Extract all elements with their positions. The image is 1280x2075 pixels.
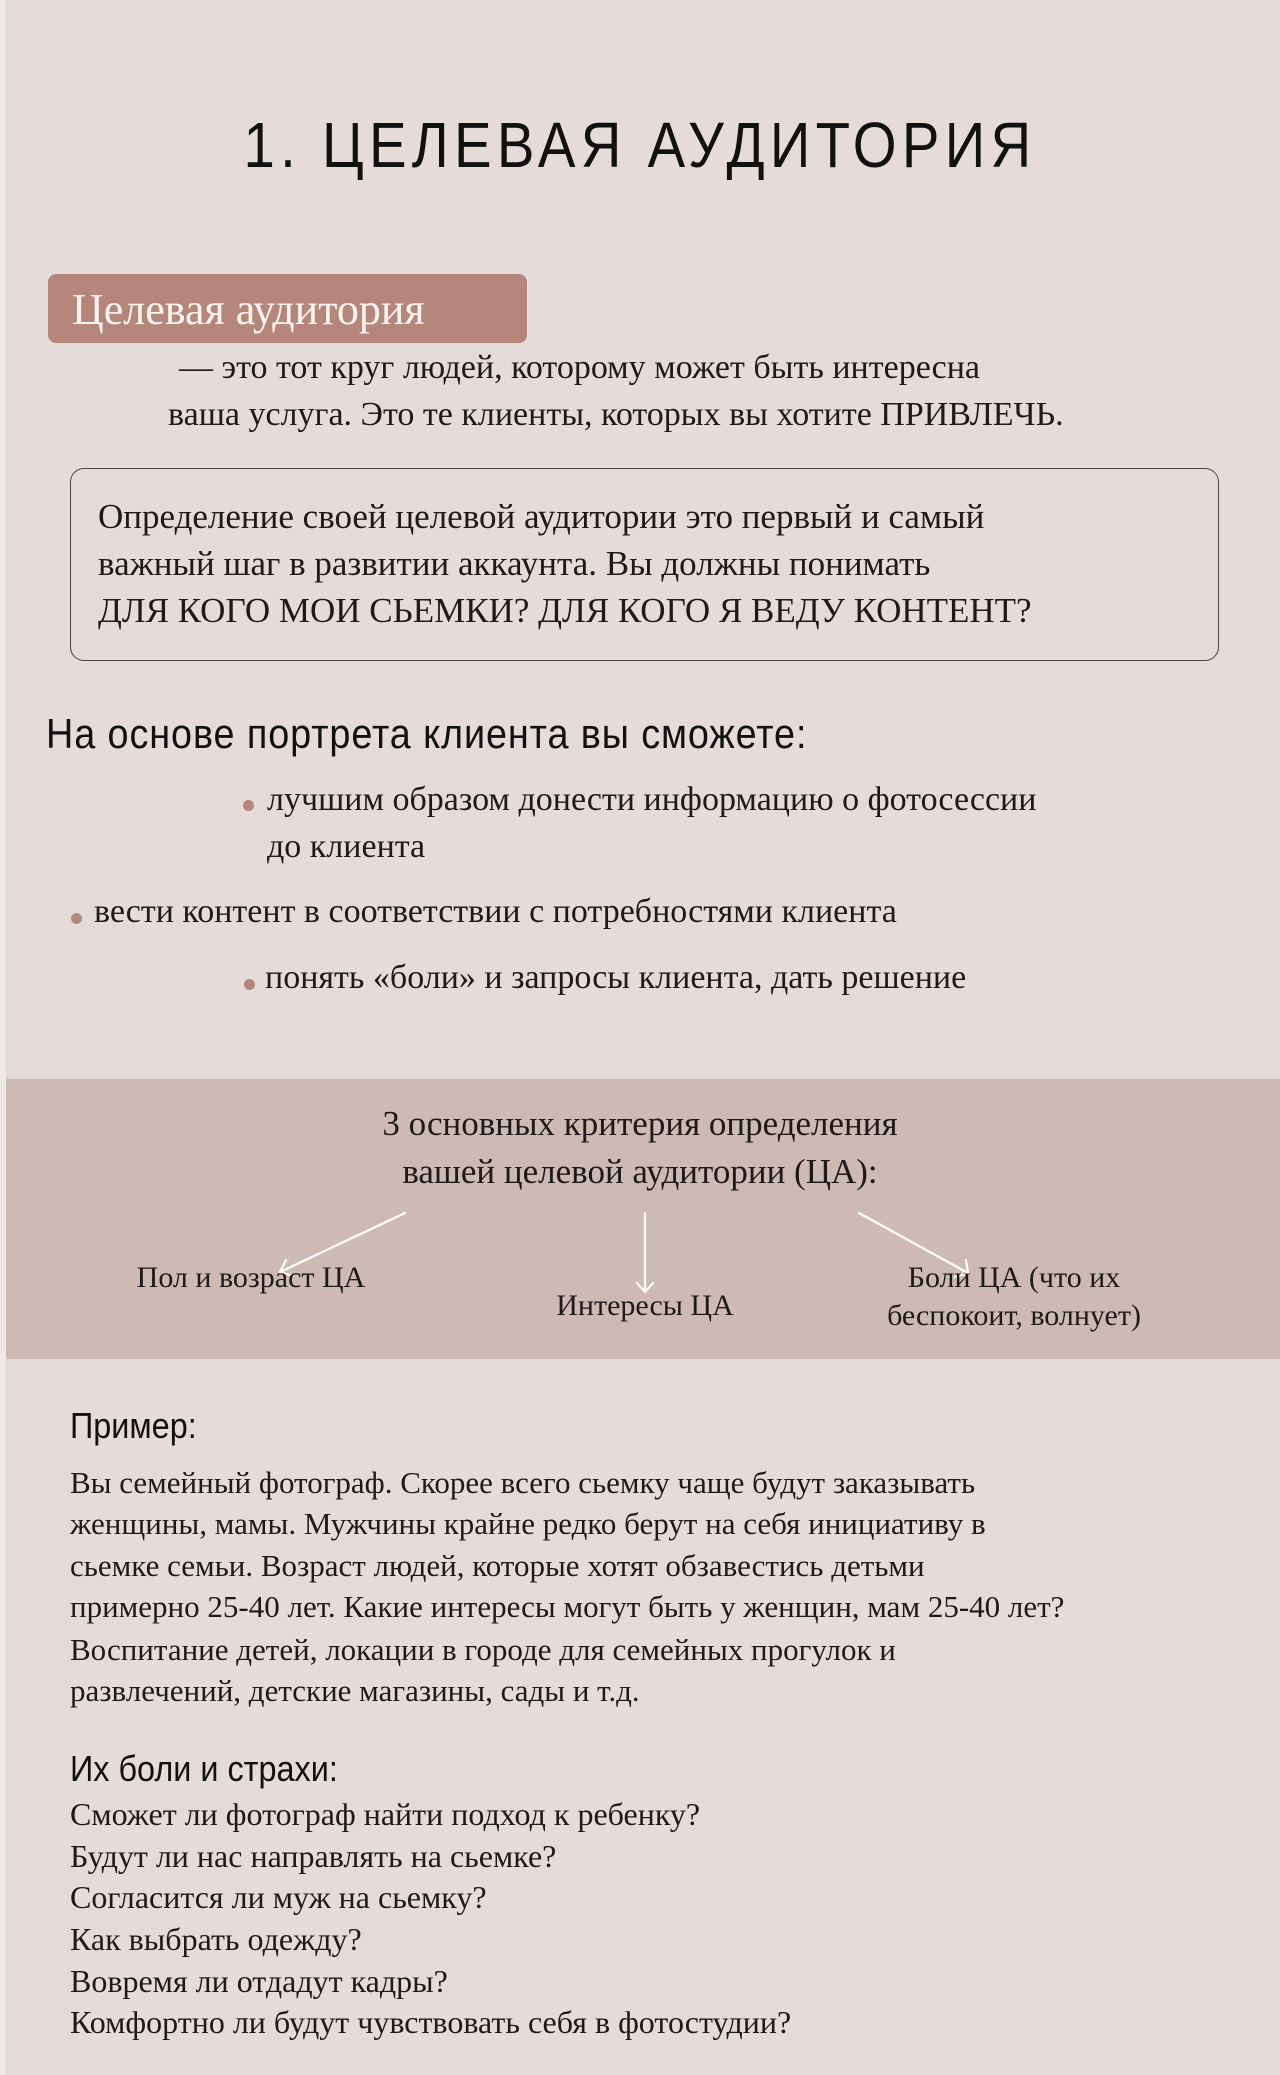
- fear-item-2: Будут ли нас направлять на сьемке?: [70, 1838, 557, 1874]
- example-heading: Пример:: [70, 1405, 197, 1446]
- benefit-item-2: вести контент в соответствии с потребностями клиента: [94, 893, 897, 930]
- example-line-1: Вы семейный фотограф. Скорее всего сьемку чаще будут заказывать: [70, 1465, 976, 1500]
- example-line-2: женщины, мамы. Мужчины крайне редко берут на себя инициативу в: [70, 1506, 986, 1541]
- bullet-icon: [243, 800, 254, 811]
- bullet-icon: [244, 979, 255, 990]
- criteria-label-pains-line-1: Боли ЦА (что их: [907, 1261, 1121, 1294]
- criteria-heading-line-1: 3 основных критерия определения: [382, 1104, 898, 1143]
- fear-item-5: Вовремя ли отдадут кадры?: [70, 1963, 448, 1999]
- callout-line-1: Определение своей целевой аудитории это первый и самый: [98, 497, 985, 536]
- bullet-icon: [71, 913, 82, 924]
- definition-line-2: ваша услуга. Это те клиенты, которых вы хотите ПРИВЛЕЧЬ.: [168, 396, 1064, 433]
- callout-line-3: ДЛЯ КОГО МОИ СЬЕМКИ? ДЛЯ КОГО Я ВЕДУ КОНТЕНТ?: [98, 591, 1032, 630]
- example-line-3: сьемке семьи. Возраст людей, которые хотят обзавестись детьми: [70, 1548, 925, 1583]
- criteria-label-gender-age: Пол и возраст ЦА: [136, 1261, 366, 1294]
- left-edge-strip: [0, 0, 7, 2075]
- example-line-6: развлечений, детские магазины, сады и т.д.: [70, 1673, 640, 1708]
- fear-item-4: Как выбрать одежду?: [70, 1921, 362, 1957]
- term-badge: [48, 274, 527, 343]
- fears-heading: Их боли и страхи:: [70, 1748, 338, 1789]
- definition-line-1: — это тот круг людей, которому может быть интересна: [179, 349, 981, 386]
- example-line-4: примерно 25-40 лет. Какие интересы могут быть у женщин, мам 25-40 лет?: [70, 1589, 1065, 1624]
- benefit-item-3: понять «боли» и запросы клиента, дать решение: [265, 959, 967, 996]
- benefits-heading: На основе портрета клиента вы сможете:: [46, 710, 808, 757]
- fear-item-1: Сможет ли фотограф найти подход к ребенку?: [70, 1796, 701, 1832]
- term-badge-label: Целевая аудитория: [72, 285, 425, 334]
- example-line-5: Воспитание детей, локации в городе для семейных прогулок и: [70, 1632, 896, 1667]
- benefit-item-1-line-2: до клиента: [267, 828, 426, 865]
- criteria-label-interests: Интересы ЦА: [556, 1289, 734, 1322]
- benefit-item-1-line-1: лучшим образом донести информацию о фотосессии: [267, 781, 1037, 818]
- page-title: 1. ЦЕЛЕВАЯ АУДИТОРИЯ: [243, 109, 1037, 181]
- fear-item-3: Согласится ли муж на сьемку?: [70, 1879, 487, 1915]
- fear-item-6: Комфортно ли будут чувствовать себя в фотостудии?: [70, 2004, 792, 2040]
- callout-line-2: важный шаг в развитии аккаунта. Вы должны понимать: [98, 544, 931, 583]
- criteria-label-pains-line-2: беспокоит, волнует): [887, 1299, 1141, 1332]
- criteria-heading-line-2: вашей целевой аудитории (ЦА):: [402, 1152, 878, 1191]
